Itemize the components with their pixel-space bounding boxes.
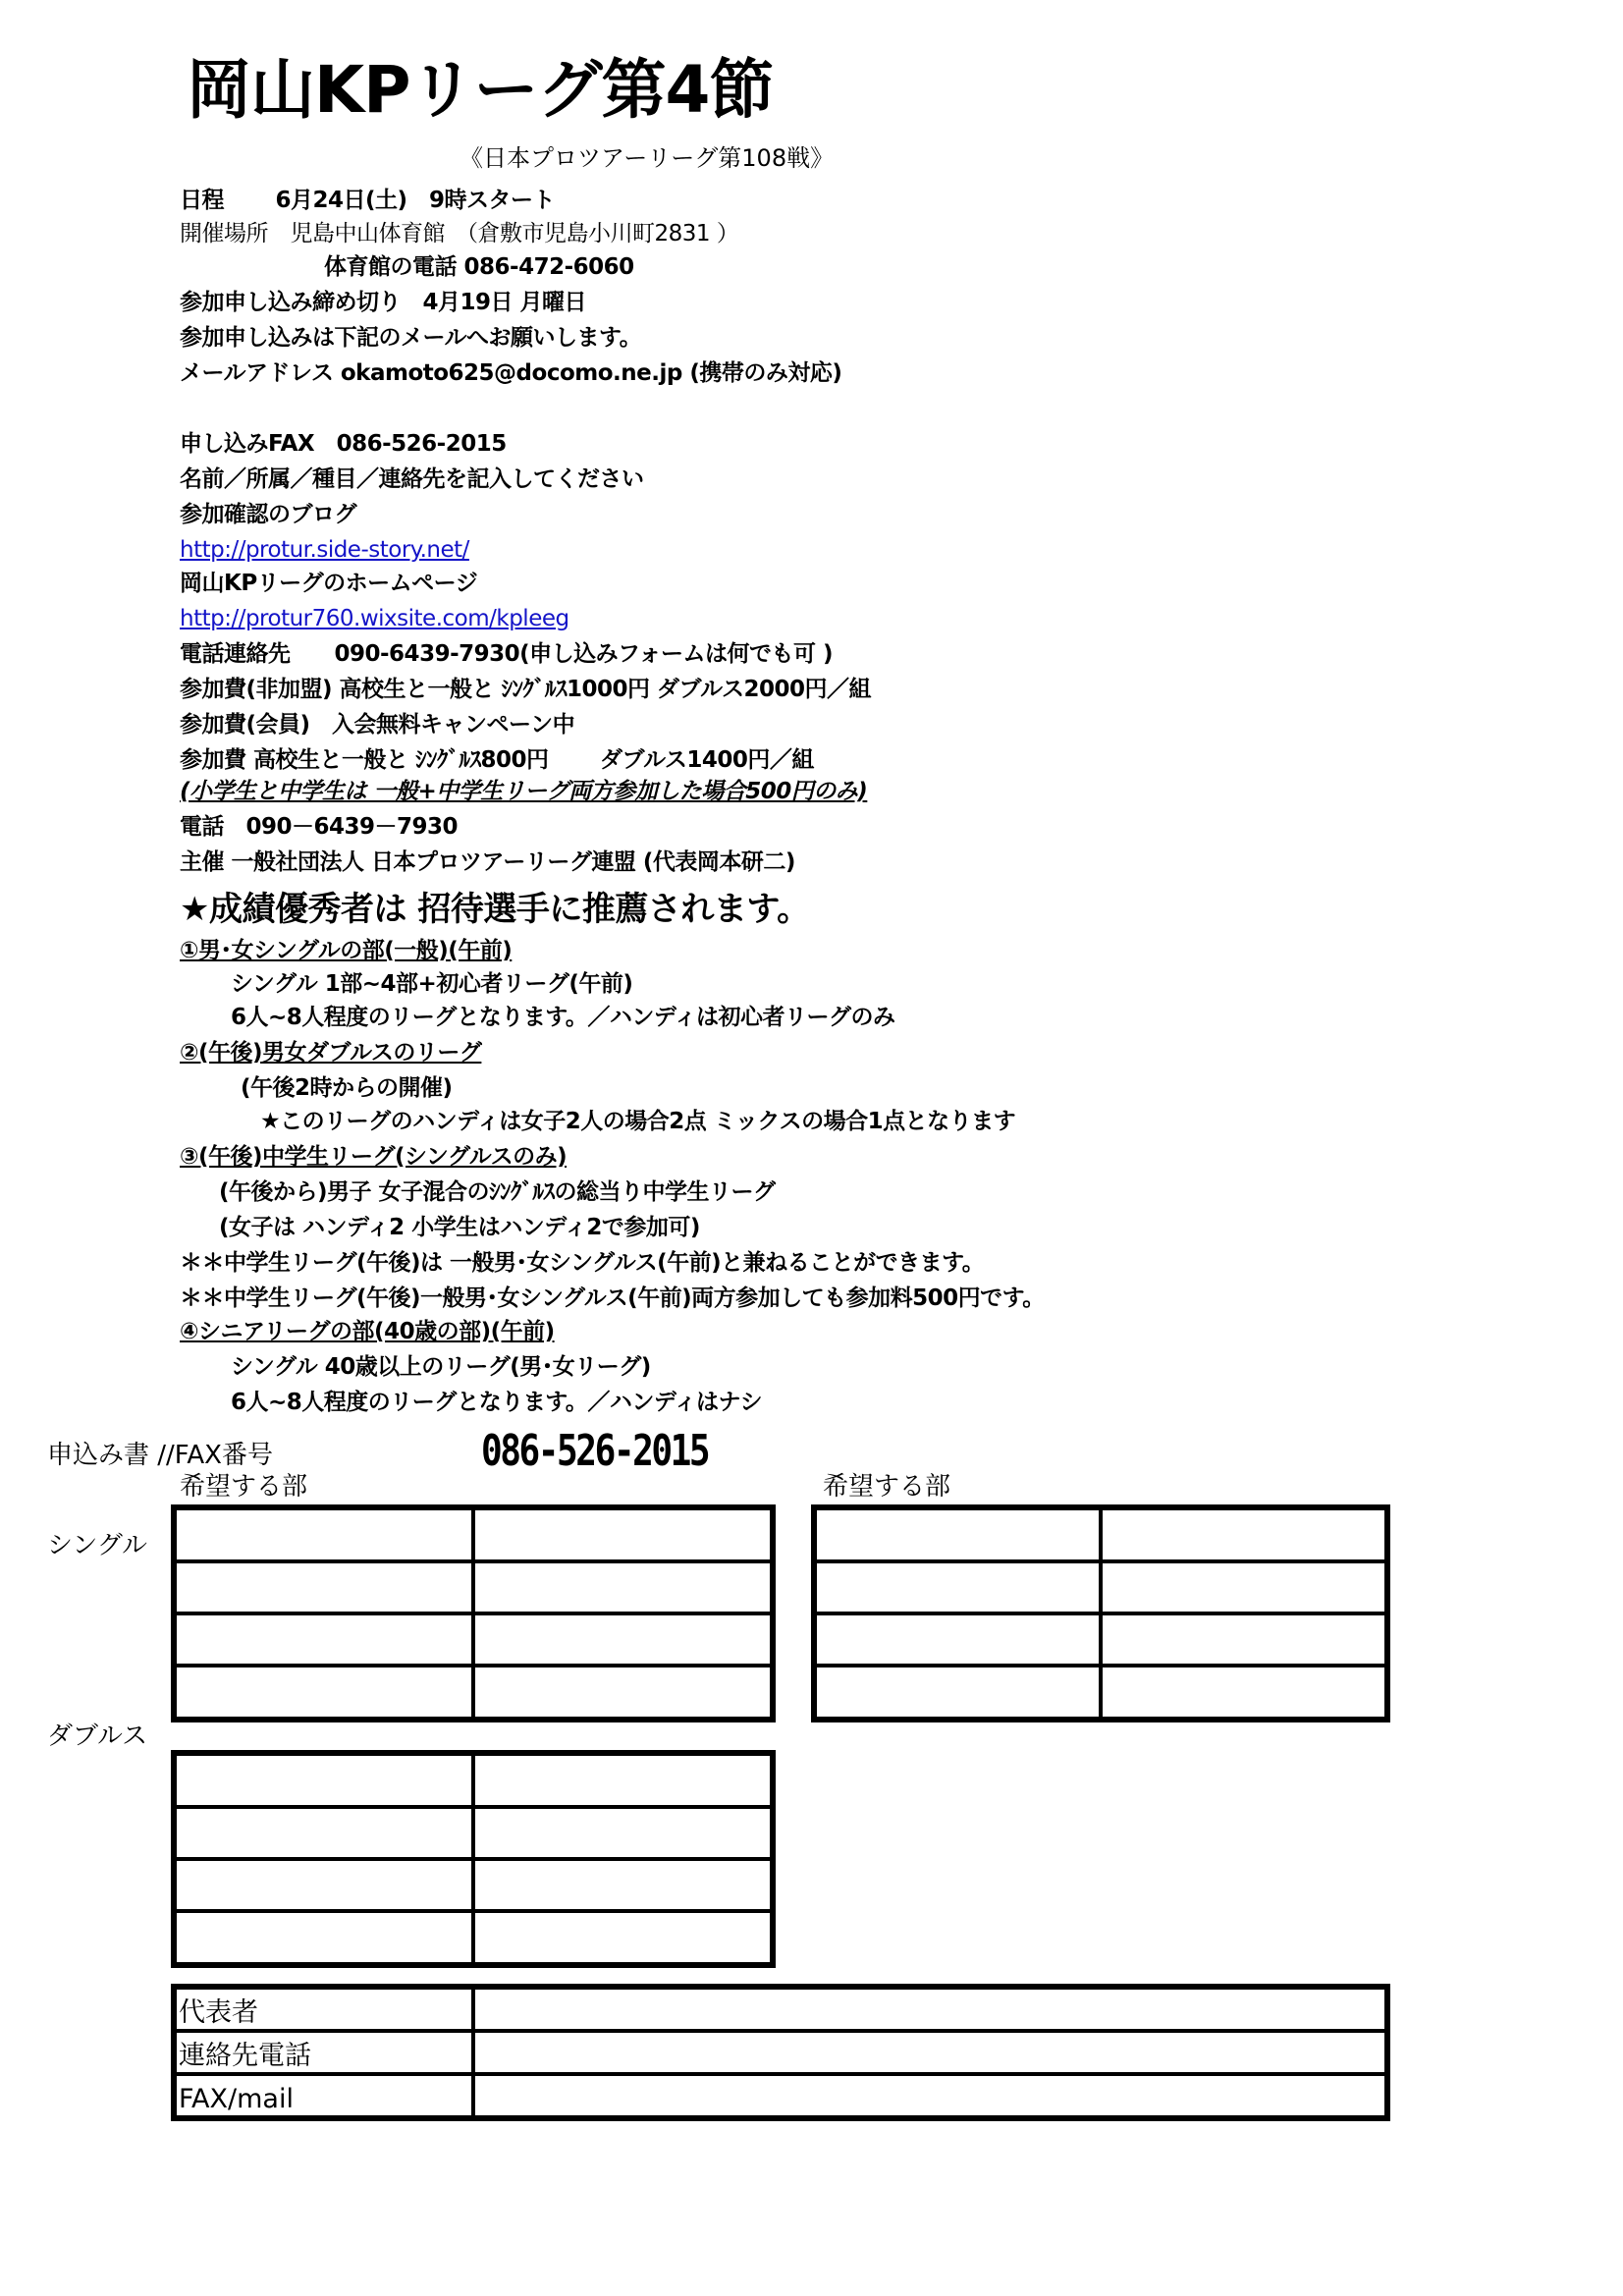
- schedule: 日程 6月24日(土) 9時スタート: [180, 188, 556, 213]
- section-4-line-1: シングル 40歳以上のリーグ(男･女リーグ): [231, 1354, 651, 1380]
- doubles-cell[interactable]: [174, 1753, 473, 1807]
- section-4-line-2: 6人~8人程度のリーグとなります。／ハンディはナシ: [231, 1390, 763, 1415]
- singles-right-cell[interactable]: [814, 1507, 1101, 1561]
- singles-left-cell[interactable]: [473, 1666, 773, 1720]
- section-3-line-3: ＊＊中学生リーグ(午後)は 一般男･女シングルス(午前)と兼ねることができます。: [180, 1250, 985, 1276]
- blog-link[interactable]: http://protur.side-story.net/: [180, 537, 469, 563]
- section-4-title: ④シニアリーグの部(40歳の部)(午前): [180, 1319, 555, 1344]
- fee-note: (小学生と中学生は 一般+中学生リーグ両方参加した場合500円のみ): [180, 779, 868, 804]
- singles-right-cell[interactable]: [1101, 1507, 1387, 1561]
- section-2-line-1: (午後2時からの開催): [241, 1075, 453, 1101]
- doubles-cell[interactable]: [473, 1911, 773, 1965]
- doubles-table: [171, 1750, 776, 1968]
- mail-address: メールアドレス okamoto625@docomo.ne.jp (携帯のみ対応): [180, 360, 842, 386]
- fee-general: 参加費 高校生と一般と ｼﾝｸﾞﾙｽ800円 ダブルス1400円／組: [180, 747, 814, 773]
- singles-table-left: [171, 1504, 776, 1722]
- section-2-line-2: ★このリーグのハンディは女子2人の場合2点 ミックスの場合1点となります: [260, 1109, 1016, 1134]
- singles-table-right: [811, 1504, 1390, 1722]
- phone: 電話 090－6439－7930: [180, 814, 459, 840]
- section-3-title: ③(午後)中学生リーグ(シングルスのみ): [180, 1144, 568, 1170]
- doubles-cell[interactable]: [473, 1807, 773, 1859]
- singles-right-cell[interactable]: [1101, 1613, 1387, 1666]
- doubles-cell[interactable]: [473, 1753, 773, 1807]
- singles-right-cell[interactable]: [1101, 1561, 1387, 1613]
- singles-right-cell[interactable]: [814, 1666, 1101, 1720]
- singles-left-cell[interactable]: [473, 1613, 773, 1666]
- singles-right-cell[interactable]: [814, 1613, 1101, 1666]
- homepage-link[interactable]: http://protur760.wixsite.com/kpleeg: [180, 606, 569, 631]
- venue: 開催場所 児島中山体育館 （倉敷市児島小川町2831 ）: [180, 221, 739, 246]
- apply-by-mail: 参加申し込みは下記のメールへお願いします。: [180, 325, 642, 351]
- contact-phone: 電話連絡先 090-6439-7930(申し込みフォームは何でも可 ): [180, 641, 834, 667]
- section-1-line-2: 6人~8人程度のリーグとなります。／ハンディは初心者リーグのみ: [231, 1005, 895, 1030]
- singles-left-cell[interactable]: [174, 1561, 473, 1613]
- doubles-cell[interactable]: [174, 1911, 473, 1965]
- singles-right-cell[interactable]: [814, 1561, 1101, 1613]
- fee-member: 参加費(会員) 入会無料キャンペーン中: [180, 712, 575, 738]
- organizer: 主催 一般社団法人 日本プロツアーリーグ連盟 (代表岡本研二): [180, 849, 795, 875]
- division-label-right: 希望する部: [823, 1472, 951, 1502]
- singles-left-cell[interactable]: [174, 1613, 473, 1666]
- rep-field[interactable]: [473, 1987, 1387, 2031]
- doubles-cell[interactable]: [473, 1859, 773, 1911]
- singles-left-cell[interactable]: [174, 1507, 473, 1561]
- doubles-label: ダブルス: [47, 1722, 148, 1751]
- faxmail-field[interactable]: [473, 2074, 1387, 2118]
- fill-in-instructions: 名前／所属／種目／連絡先を記入してください: [180, 466, 644, 492]
- singles-label: シングル: [47, 1531, 148, 1560]
- section-3-line-2: (女子は ハンディ2 小学生はハンディ2で参加可): [219, 1215, 700, 1240]
- singles-left-cell[interactable]: [473, 1507, 773, 1561]
- rep-label: 代表者: [174, 1987, 473, 2031]
- fax-number: 申し込みFAX 086-526-2015: [180, 431, 507, 457]
- page-title: 岡山KPリーグ第4節: [187, 52, 774, 128]
- contact-table: [171, 1984, 1390, 2121]
- form-fax-number: 086-526-2015: [481, 1426, 709, 1476]
- venue-phone: 体育館の電話 086-472-6060: [324, 254, 634, 280]
- fee-nonmember: 参加費(非加盟) 高校生と一般と ｼﾝｸﾞﾙｽ1000円 ダブルス2000円／組: [180, 677, 871, 702]
- form-label: 申込み書 //FAX番号: [47, 1441, 273, 1470]
- singles-left-cell[interactable]: [473, 1561, 773, 1613]
- section-1-line-1: シングル 1部~4部+初心者リーグ(午前): [231, 971, 633, 997]
- recommendation: ★成績優秀者は 招待選手に推薦されます。: [180, 890, 810, 929]
- faxmail-label: FAX/mail: [174, 2074, 473, 2118]
- phone-field[interactable]: [473, 2031, 1387, 2074]
- singles-left-cell[interactable]: [174, 1666, 473, 1720]
- section-2-title: ②(午後)男女ダブルスのリーグ: [180, 1040, 482, 1066]
- blog-label: 参加確認のブログ: [180, 502, 356, 527]
- deadline: 参加申し込み締め切り 4月19日 月曜日: [180, 290, 587, 315]
- section-3-line-1: (午後から)男子 女子混合のｼﾝｸﾞﾙｽの総当り中学生リーグ: [219, 1179, 776, 1205]
- page-subtitle: 《日本プロツアーリーグ第108戦》: [460, 144, 835, 172]
- section-1-title: ①男･女シングルの部(一般)(午前): [180, 938, 513, 963]
- singles-right-cell[interactable]: [1101, 1666, 1387, 1720]
- phone-label: 連絡先電話: [174, 2031, 473, 2074]
- section-3-line-4: ＊＊中学生リーグ(午後)一般男･女シングルス(午前)両方参加しても参加料500円です。: [180, 1285, 1045, 1311]
- homepage-label: 岡山KPリーグのホームページ: [180, 571, 478, 596]
- doubles-cell[interactable]: [174, 1807, 473, 1859]
- doubles-cell[interactable]: [174, 1859, 473, 1911]
- division-label-left: 希望する部: [180, 1472, 308, 1502]
